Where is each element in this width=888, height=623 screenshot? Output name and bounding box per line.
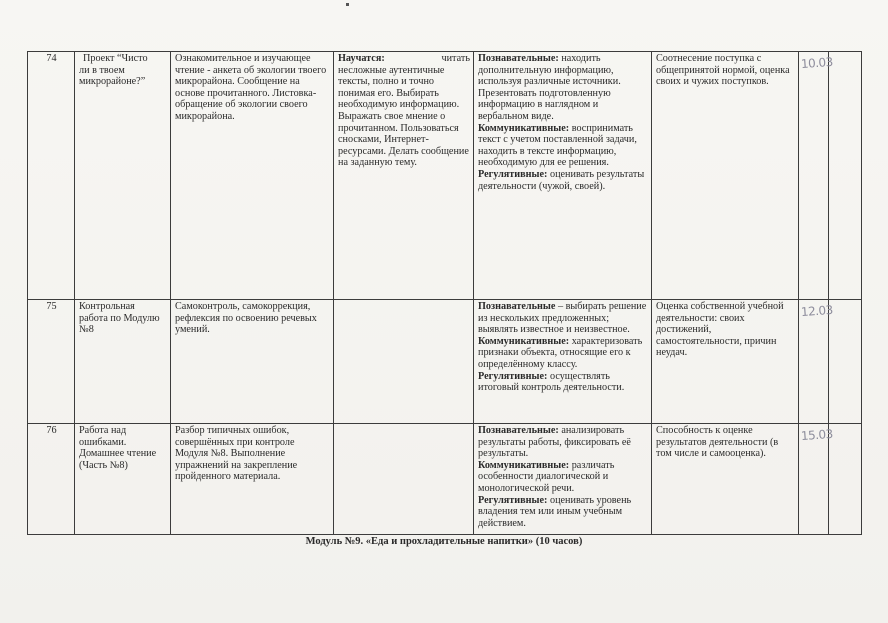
table-row <box>28 300 862 424</box>
actual-date-cell <box>829 52 862 300</box>
planned-date-cell <box>799 52 834 300</box>
actual-date-cell <box>829 300 862 424</box>
actual-date-cell <box>829 424 862 535</box>
subject-label: Научатся: <box>338 53 385 64</box>
lesson-content: Самоконтроль, самокоррекция, рефлексия по освоению речевых умений. <box>171 300 334 424</box>
handwritten-date: 12.03 <box>800 302 834 320</box>
uud-results: Познавательные: находить дополнительную информацию, используя различные источники. Презентовать подготовленную информацию в наглядном и вербальном виде. Коммуникативные: воспринимать текст с учетом поставленной задачи, находить в тексте информацию, необходимую для ее решения. Регулятивные: оценивать результаты деятельности (чужой, своей). <box>474 52 652 300</box>
subject-results <box>334 300 474 424</box>
lesson-topic: Контрольная работа по Модулю №8 <box>75 300 171 424</box>
table-row <box>28 52 862 300</box>
module-heading: Модуль №9. «Еда и прохладительные напитки» (10 часов) <box>305 536 583 547</box>
subject-results: Научатся: читать несложные аутентичные тексты, полно и точно понимая его. Выбирать необходимую информацию. Выражать свое мнение о прочитанном. Пользоваться сносками, Интернет-ресурсами. Делать сообщение на заданную тему. <box>334 52 474 300</box>
personal-results: Способность к оценке результатов деятельности (в том числе и самооценка). <box>652 424 799 535</box>
planned-date-cell <box>799 424 834 535</box>
lesson-topic: Работа над ошибками. Домашнее чтение (Часть №8) <box>75 424 171 535</box>
personal-results: Соотнесение поступка с общепринятой нормой, оценка своих и чужих поступков. <box>652 52 799 300</box>
lesson-number: 76 <box>28 424 75 535</box>
handwritten-date: 10.03 <box>800 54 834 72</box>
planned-date-cell <box>799 300 834 424</box>
lesson-content: Разбор типичных ошибок, совершённых при контроле Модуля №8. Выполнение упражнений на закрепление пройденного материала. <box>171 424 334 535</box>
lesson-topic: Проект “Чисто ли в твоем микрорайоне?” <box>75 52 171 300</box>
lesson-number: 75 <box>28 300 75 424</box>
personal-results: Оценка собственной учебной деятельности: своих достижений, самостоятельности, причин неудач. <box>652 300 799 424</box>
lesson-number: 74 <box>28 52 75 300</box>
lesson-content: Ознакомительное и изучающее чтение - анкета об экологии твоего микрорайона. Сообщение на основе прочитанного. Листовка-обращение об экологии своего микрорайона. <box>171 52 334 300</box>
subject-results <box>334 424 474 535</box>
uud-results: Познавательные – выбирать решение из нескольких предложенных; выявлять известное и неизвестное. Коммуникативные: характеризовать признаки объекта, относящие его к определённому классу. Регулятивные: осуществлять итоговый контроль деятельности. <box>474 300 652 424</box>
scan-speck <box>346 3 349 6</box>
uud-results: Познавательные: анализировать результаты работы, фиксировать её результаты. Коммуникативные: различать особенности диалогической и монологической речи. Регулятивные: оценивать уровень владения тем или иным учебным действием. <box>474 424 652 535</box>
handwritten-date: 15.03 <box>800 426 834 444</box>
lesson-plan-table <box>27 51 862 535</box>
table-row <box>28 424 862 535</box>
